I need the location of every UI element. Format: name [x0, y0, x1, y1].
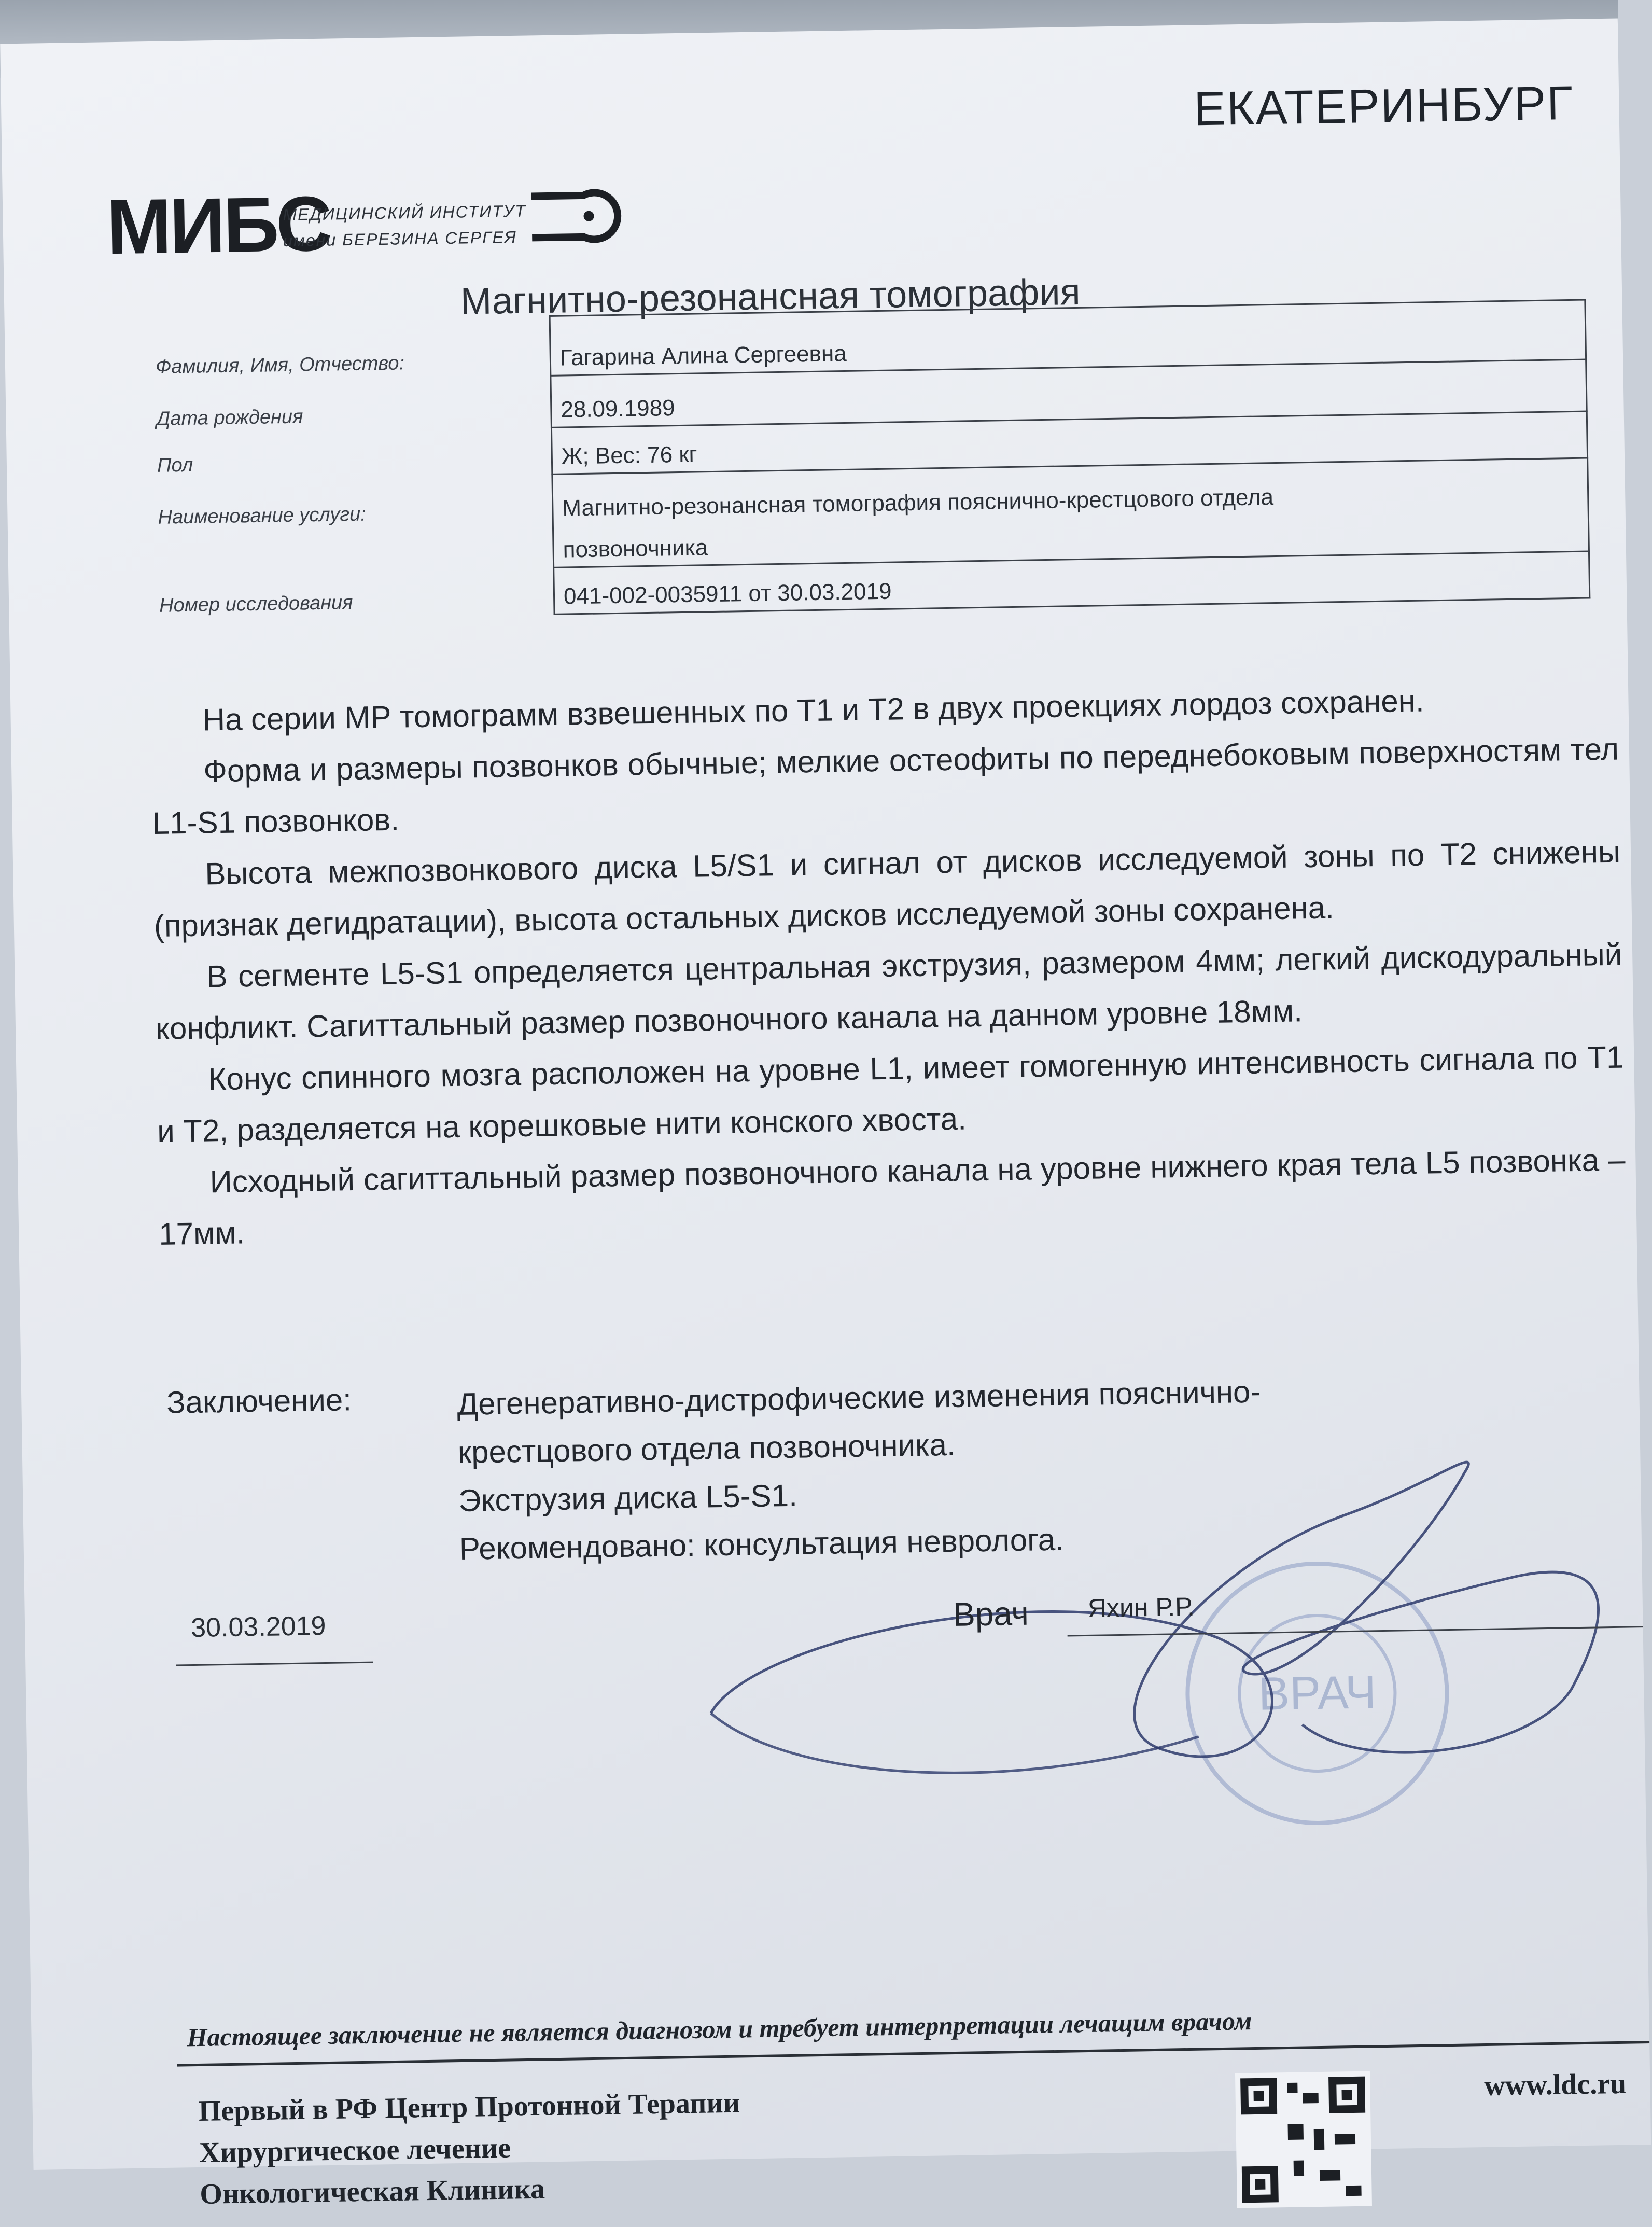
- info-value: Гагарина Алина Сергеевна: [559, 340, 847, 371]
- findings-text: [150, 672, 1627, 1260]
- report-date: 30.03.2019: [190, 1611, 326, 1644]
- findings-paragraph: Высота межпозвонкового диска L5/S1 и сигнал от дисков исследуемой зоны по Т2 снижены (признак дегидратации), высота остальных дисков исследуемой зоны сохранена.: [153, 834, 1621, 944]
- info-value: 28.09.1989: [561, 395, 675, 423]
- footer-line-1: Первый в РФ Центр Протонной Терапии: [198, 2086, 740, 2127]
- findings-paragraph: В сегменте L5-S1 определяется центральная экструзия, размером 4мм; легкий дискодуральный конфликт. Сагиттальный размер позвоночного канала на данном уровне 18мм.: [155, 937, 1622, 1047]
- logo-subtitle-line1: МЕДИЦИНСКИЙ ИНСТИТУТ: [283, 201, 527, 224]
- info-value: Ж; Вес: 76 кг: [561, 441, 697, 469]
- date-underline: [176, 1662, 373, 1666]
- conclusion-line: Рекомендовано: консультация невролога.: [459, 1522, 1065, 1566]
- conclusion-block: [166, 1362, 1598, 1566]
- footer-disclaimer: Настоящее заключение не является диагнозом и требует интерпретации лечащим врачом: [187, 2006, 1252, 2052]
- doctor-label: Врач: [953, 1594, 1029, 1634]
- info-label: Дата рождения: [156, 406, 303, 430]
- document-page: [0, 18, 1651, 2210]
- findings-paragraph: На серии МР томограмм взвешенных по Т1 и Т2 в двух проекциях лордоз сохранен.: [202, 683, 1424, 737]
- logo-mark: МИБС: [106, 179, 331, 271]
- clinic-logo: [106, 154, 626, 276]
- conclusion-line: крестцового отдела позвоночника.: [457, 1427, 956, 1470]
- footer-line-2: Хирургическое лечение: [199, 2132, 511, 2169]
- doctor-signature: [685, 1408, 1646, 1838]
- info-label: Номер исследования: [159, 591, 353, 617]
- info-label: Наименование услуги:: [158, 503, 367, 528]
- stamp-text: ВРАЧ: [1258, 1666, 1377, 1720]
- footer-website: www.ldc.ru: [1483, 2067, 1627, 2103]
- info-label: Фамилия, Имя, Отчество:: [155, 352, 405, 378]
- info-label: Пол: [157, 454, 193, 477]
- info-value: Магнитно-резонансная томография пояснично-крестцового отдела: [562, 484, 1274, 521]
- findings-paragraph: Форма и размеры позвонков обычные; мелкие остеофиты по переднебоковым поверхностям тел L1-S1 позвонков.: [152, 731, 1619, 841]
- conclusion-line: Экструзия диска L5-S1.: [458, 1478, 798, 1518]
- findings-paragraph: Исходный сагиттальный размер позвоночного канала на уровне нижнего края тела L5 позвонка – 17мм.: [158, 1142, 1626, 1251]
- footer-line-3: Онкологическая Клиника: [199, 2173, 545, 2210]
- logo-subtitle-line2: имени БЕРЕЗИНА СЕРГЕЯ: [283, 227, 517, 250]
- info-value: 041-002-0035911 от 30.03.2019: [563, 578, 892, 609]
- info-value: позвоночника: [563, 535, 708, 563]
- patient-info-table: [155, 299, 1591, 621]
- logo-ring-icon: [521, 159, 621, 259]
- doctor-name: Яхин Р.Р.: [1087, 1592, 1195, 1623]
- findings-paragraph: Конус спинного мозга расположен на уровне L1, имеет гомогенную интенсивность сигнала по Т1 и Т2, разделяется на корешковые нити конского хвоста.: [157, 1039, 1624, 1149]
- conclusion-line: Дегенеративно-дистрофические изменения пояснично-: [456, 1374, 1261, 1422]
- conclusion-label: Заключение:: [166, 1382, 352, 1420]
- city-heading: ЕКАТЕРИНБУРГ: [1193, 76, 1574, 136]
- qr-code-icon: [1235, 2071, 1372, 2208]
- document-title: Магнитно-резонансная томография: [460, 271, 1081, 323]
